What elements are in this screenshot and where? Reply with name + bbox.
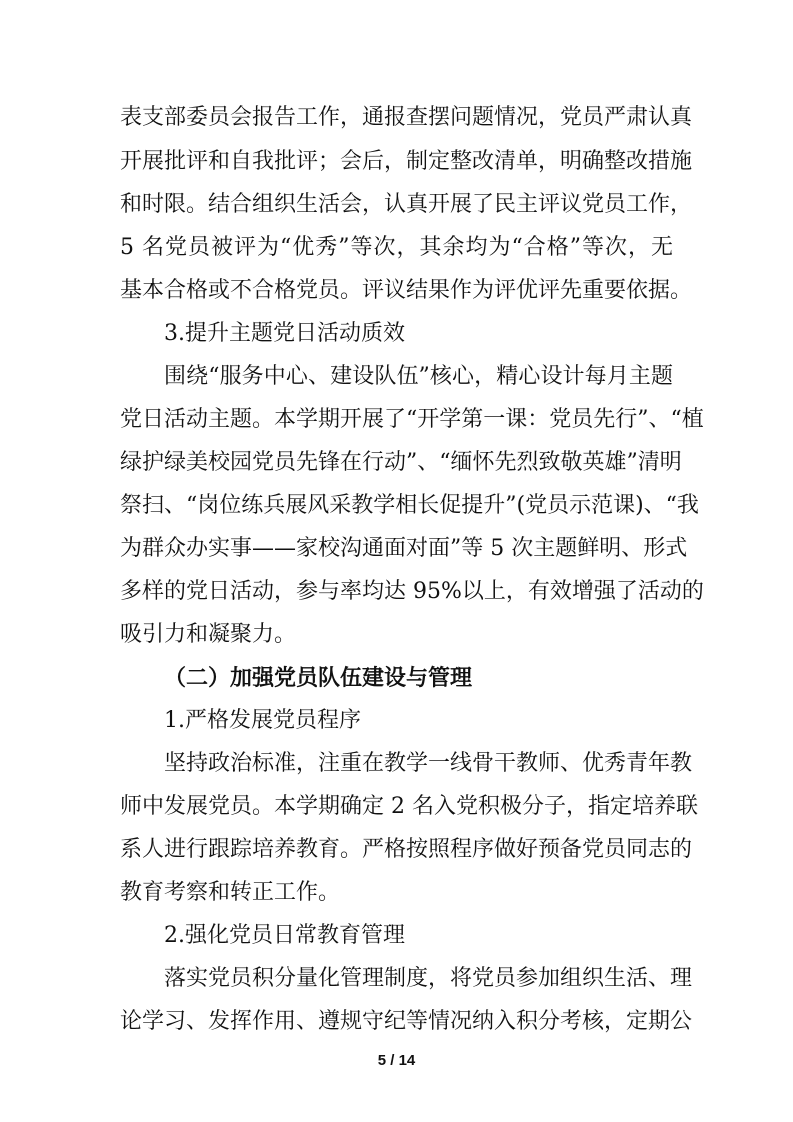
paragraph-line: 为群众办实事——家校沟通面对面”等 5 次主题鲜明、形式 <box>120 536 688 561</box>
paragraph-line: 多样的党日活动，参与率均达 95%以上，有效增强了活动的 <box>120 579 704 604</box>
paragraph-line: 围绕“服务中心、建设队伍”核心，精心设计每月主题 <box>164 364 673 389</box>
paragraph-line: 师中发展党员。本学期确定 2 名入党积极分子，指定培养联 <box>120 794 698 819</box>
paragraph-line: 吸引力和凝聚力。 <box>120 622 297 647</box>
paragraph-line: 绿护绿美校园党员先锋在行动”、“缅怀先烈致敬英雄”清明 <box>120 450 682 475</box>
section-heading: （二）加强党员队伍建设与管理 <box>164 665 473 691</box>
paragraph-line: 开展批评和自我批评；会后，制定整改清单，明确整改措施 <box>120 149 693 174</box>
paragraph-line: 落实党员积分量化管理制度，将党员参加组织生活、理 <box>164 966 693 991</box>
subheading: 3.提升主题党日活动质效 <box>164 321 405 346</box>
paragraph-line: 论学习、发挥作用、遵规守纪等情况纳入积分考核，定期公 <box>120 1009 693 1034</box>
subheading: 1.严格发展党员程序 <box>164 708 361 733</box>
paragraph-line: 系人进行跟踪培养教育。严格按照程序做好预备党员同志的 <box>120 837 693 862</box>
paragraph-line: 教育考察和转正工作。 <box>120 880 341 905</box>
paragraph-line: 祭扫、“岗位练兵展风采教学相长促提升”(党员示范课)、“我 <box>120 493 699 518</box>
paragraph-line: 和时限。结合组织生活会，认真开展了民主评议党员工作， <box>120 192 693 217</box>
page-number: 5 / 14 <box>377 1052 416 1069</box>
paragraph-line: 表支部委员会报告工作，通报查摆问题情况，党员严肃认真 <box>120 105 693 130</box>
paragraph-line: 5 名党员被评为“优秀”等次，其余均为“合格”等次，无 <box>120 235 673 260</box>
paragraph-line: 坚持政治标准，注重在教学一线骨干教师、优秀青年教 <box>164 751 693 776</box>
subheading: 2.强化党员日常教育管理 <box>164 923 405 948</box>
paragraph-line: 党日活动主题。本学期开展了“开学第一课：党员先行”、“植 <box>120 407 704 432</box>
paragraph-line: 基本合格或不合格党员。评议结果作为评优评先重要依据。 <box>120 278 693 303</box>
